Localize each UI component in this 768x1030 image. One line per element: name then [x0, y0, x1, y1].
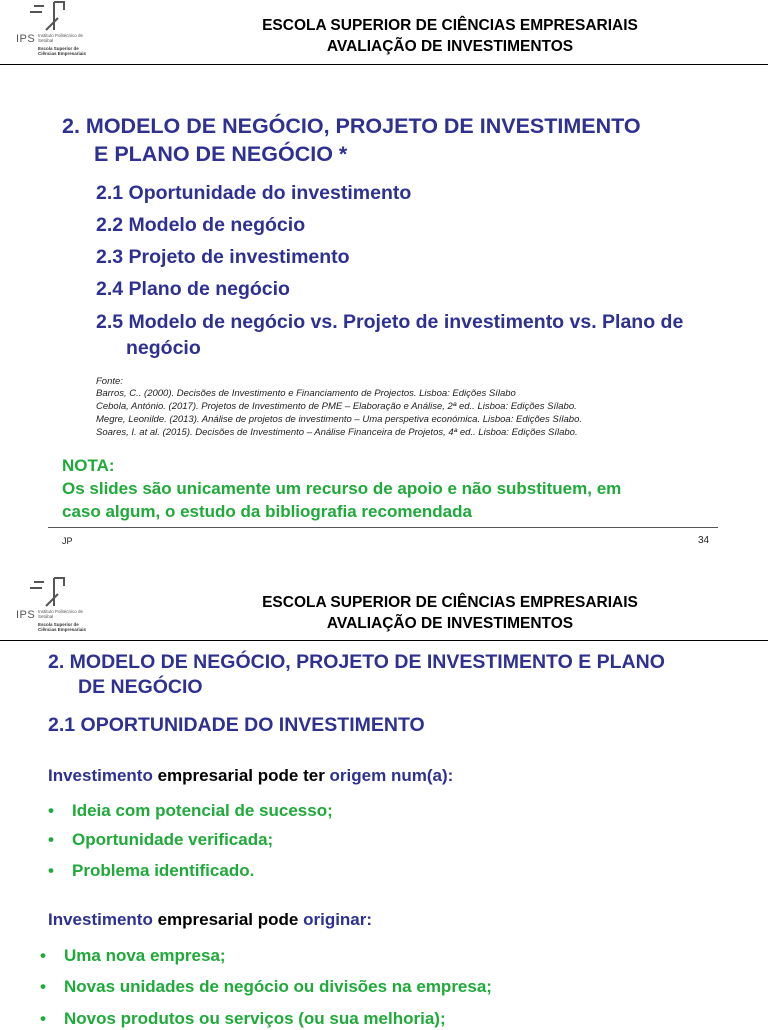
toc-item: 2.5 Modelo de negócio vs. Projeto de investimento vs. Plano de: [96, 311, 684, 333]
list-item-text: Novos produtos ou serviços (ou sua melhoria);: [64, 1009, 446, 1028]
note-label: NOTA:: [62, 456, 115, 475]
logo-institute-text: Instituto Politécnico de Setúbal: [38, 33, 84, 43]
intro-origin: [48, 765, 453, 787]
references-label: Fonte:: [96, 376, 123, 387]
slide2-title-line2: DE NEGÓCIO: [78, 676, 203, 698]
bullet-dot: •: [48, 830, 54, 849]
logo-school-text: Escola Superior de Ciências Empresariais: [38, 46, 87, 56]
ips-logo: [14, 0, 98, 60]
intro-origin-term: Investimento: [48, 766, 153, 785]
list-item: [48, 800, 333, 822]
bullet-dot: •: [40, 977, 46, 996]
slide1-title-line1: 2. MODELO DE NEGÓCIO, PROJETO DE INVESTIMENTO: [62, 114, 641, 138]
list-item-text: Uma nova empresa;: [64, 946, 226, 965]
reference-entry: Cebola, António. (2017). Projetos de Investimento de PME – Elaboração e Análise, 2ª ed.. Lisboa: Edições Sílabo.: [96, 401, 577, 412]
list-item: [40, 945, 226, 967]
header-course-name: AVALIAÇÃO DE INVESTIMENTOS: [326, 615, 574, 632]
toc-item: 2.3 Projeto de investimento: [96, 246, 350, 268]
bullet-dot: •: [48, 801, 54, 820]
ips-logo-icon: [28, 576, 68, 610]
reference-entry: Barros, C.. (2000). Decisões de Investimento e Financiamento de Projectos. Lisboa: Edições Sílabo: [96, 388, 516, 399]
footer-author: JP: [62, 536, 73, 546]
list-item-text: Problema identificado.: [72, 861, 255, 880]
bullet-dot: •: [40, 1009, 46, 1028]
header-school-name: ESCOLA SUPERIOR DE CIÊNCIAS EMPRESARIAIS: [262, 594, 638, 611]
page-number: 34: [698, 535, 710, 546]
header-divider: [0, 64, 768, 65]
list-item: [48, 860, 254, 882]
list-item-text: Ideia com potencial de sucesso;: [72, 801, 333, 820]
bullet-dot: •: [48, 861, 54, 880]
header-divider: [0, 640, 768, 641]
footer-divider: [48, 527, 718, 528]
logo-institute-text: Instituto Politécnico de Setúbal: [38, 609, 84, 619]
note-text-line2: caso algum, o estudo da bibliografia recomendada: [62, 502, 472, 521]
list-item: [40, 976, 492, 998]
note-text-line1: Os slides são unicamente um recurso de apoio e não substituem, em: [62, 479, 622, 498]
toc-item: 2.4 Plano de negócio: [96, 278, 290, 300]
intro-origin-text: empresarial pode ter: [152, 766, 330, 785]
list-item: [48, 829, 273, 851]
toc-item-continuation: negócio: [126, 337, 201, 359]
list-item-text: Novas unidades de negócio ou divisões na empresa;: [64, 977, 492, 996]
slide2-title-line1: 2. MODELO DE NEGÓCIO, PROJETO DE INVESTIMENTO E PLANO: [48, 651, 665, 673]
bullet-dot: •: [40, 946, 46, 965]
reference-entry: Megre, Leonilde. (2013). Análise de projetos de investimento – Uma perspetiva económica. Lisboa: Edições Sílabo.: [96, 414, 583, 425]
slide1-title-line2: E PLANO DE NEGÓCIO *: [94, 142, 348, 166]
ips-logo: [14, 576, 98, 636]
list-item-text: Oportunidade verificada;: [72, 830, 274, 849]
header-school-name: ESCOLA SUPERIOR DE CIÊNCIAS EMPRESARIAIS: [262, 17, 638, 34]
ips-logo-icon: [28, 0, 68, 34]
header-course-name: AVALIAÇÃO DE INVESTIMENTOS: [326, 38, 574, 55]
reference-entry: Soares, I. at al. (2015). Decisões de Investimento – Análise Financeira de Projetos, 4ª ed.. Lisboa: Edições Sílabo.: [96, 427, 578, 438]
section-subtitle: 2.1 OPORTUNIDADE DO INVESTIMENTO: [48, 714, 425, 736]
logo-ips-text: IPS: [16, 609, 36, 621]
intro-outcome-highlight: originar:: [303, 910, 373, 929]
intro-origin-highlight: origem num(a):: [329, 766, 454, 785]
logo-school-text: Escola Superior de Ciências Empresariais: [38, 622, 87, 632]
intro-outcome-term: Investimento: [48, 910, 153, 929]
intro-outcome: [48, 909, 372, 931]
toc-item: 2.2 Modelo de negócio: [96, 214, 306, 236]
intro-outcome-text: empresarial pode: [152, 910, 304, 929]
list-item: [40, 1008, 446, 1030]
logo-ips-text: IPS: [16, 33, 36, 45]
toc-item: 2.1 Oportunidade do investimento: [96, 182, 412, 204]
